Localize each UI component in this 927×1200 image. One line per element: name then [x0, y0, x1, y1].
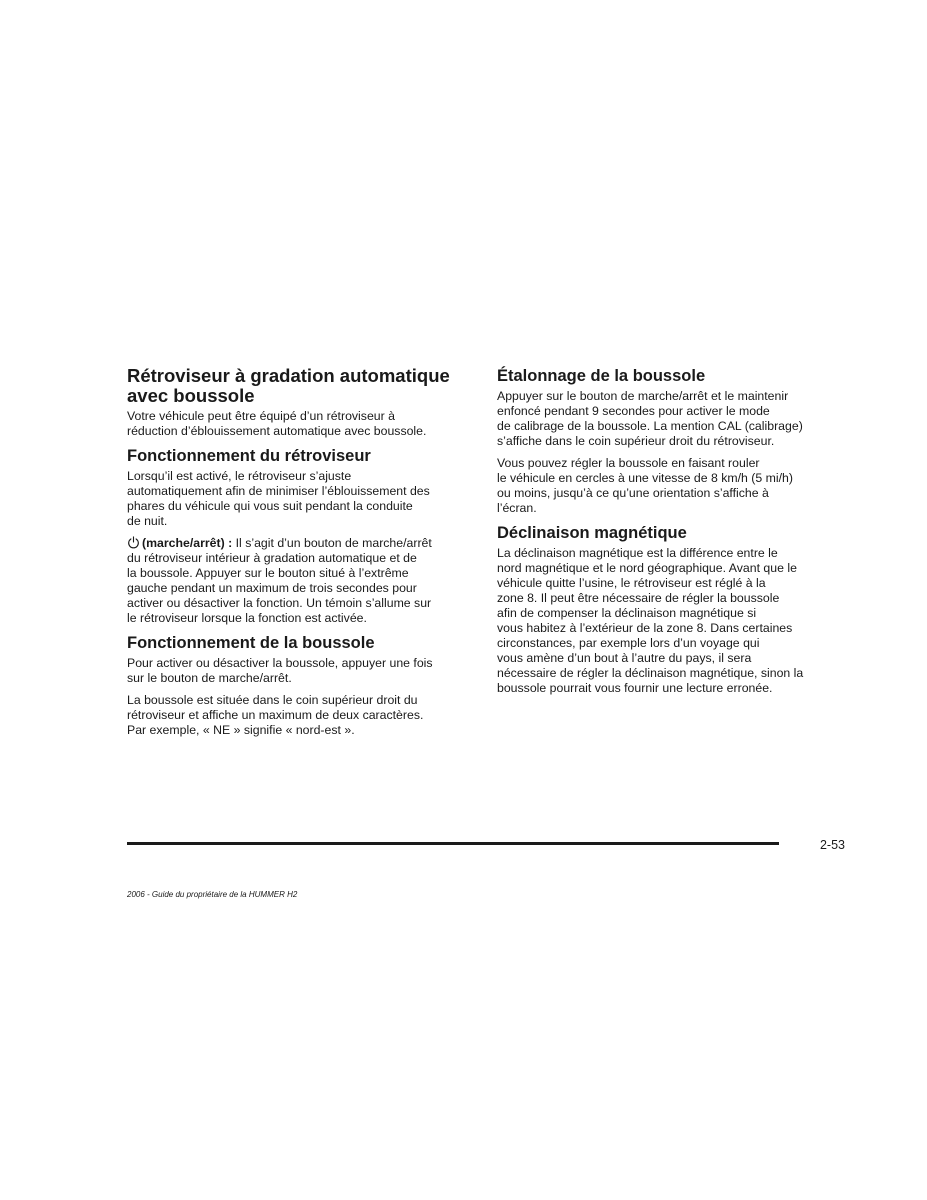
- power-icon: [127, 536, 140, 549]
- intro-paragraph: Votre véhicule peut être équipé d’un rétroviseur à réduction d’éblouissement automatique avec boussole.: [127, 409, 427, 438]
- power-button-paragraph: [127, 536, 473, 626]
- mirror-operation-paragraph: Lorsqu’il est activé, le rétroviseur s’ajuste automatiquement afin de minimiser l’éblouissement des phares du véhicule qui vous suit pendant la conduite de nuit.: [127, 469, 430, 528]
- compass-operation-heading: Fonctionnement de la boussole: [127, 634, 375, 652]
- power-button-text: Il s’agit d’un bouton de marche/arrêt du rétroviseur intérieur à gradation automatique et de la boussole. Appuyer sur le bouton situé à l’extrême gauche pendant un maximum de trois secondes pour activer ou désactiver la fonction. Un témoin s’allume sur le rétroviseur lorsque la fonction est activée.: [127, 536, 432, 625]
- page-number: 2-53: [819, 838, 845, 852]
- declination-paragraph: La déclinaison magnétique est la différence entre le nord magnétique et le nord géographique. Avant que le véhicule quitte l’usine, le rétroviseur est réglé à la zone 8. Il peut être nécessaire de régler la boussole afin de compenser la déclinaison magnétique si vous habitez à l’extérieur de la zone 8. Dans certaines circonstances, par exemple lors d’un voyage qui vous amène d’un bout à l’autre du pays, il sera nécessaire de régler la déclinaison magnétique, sinon la boussole pourrait vous fournir une lecture erronée.: [497, 546, 804, 695]
- calibration-heading: Étalonnage de la boussole: [497, 367, 706, 385]
- footer-note: 2006 - Guide du propriétaire de la HUMMER H2: [127, 890, 298, 899]
- declination-heading: Déclinaison magnétique: [497, 524, 687, 542]
- right-column: [497, 366, 845, 703]
- footer-rule: [127, 842, 779, 845]
- compass-operation-paragraph-1: Pour activer ou désactiver la boussole, appuyer une fois sur le bouton de marche/arrêt.: [127, 656, 433, 685]
- mirror-operation-heading: Fonctionnement du rétroviseur: [127, 447, 371, 465]
- power-button-label: (marche/arrêt) :: [142, 536, 233, 550]
- calibration-paragraph-2: Vous pouvez régler la boussole en faisant rouler le véhicule en cercles à une vitesse de 8 km/h (5 mi/h) ou moins, jusqu’à ce qu’une orientation s’affiche à l’écran.: [497, 456, 793, 515]
- calibration-paragraph-1: Appuyer sur le bouton de marche/arrêt et le maintenir enfoncé pendant 9 secondes pour activer le mode de calibrage de la boussole. La mention CAL (calibrage) s’affiche dans le coin supérieur droit du rétroviseur.: [497, 389, 803, 448]
- compass-operation-section: [127, 633, 473, 738]
- calibration-section: [497, 366, 845, 516]
- declination-section: [497, 523, 845, 696]
- left-column: [127, 366, 473, 745]
- mirror-operation-section: [127, 446, 473, 626]
- compass-operation-paragraph-2: La boussole est située dans le coin supérieur droit du rétroviseur et affiche un maximum de deux caractères. Par exemple, « NE » signifie « nord-est ».: [127, 693, 424, 737]
- page-title: Rétroviseur à gradation automatique avec boussole: [127, 365, 450, 406]
